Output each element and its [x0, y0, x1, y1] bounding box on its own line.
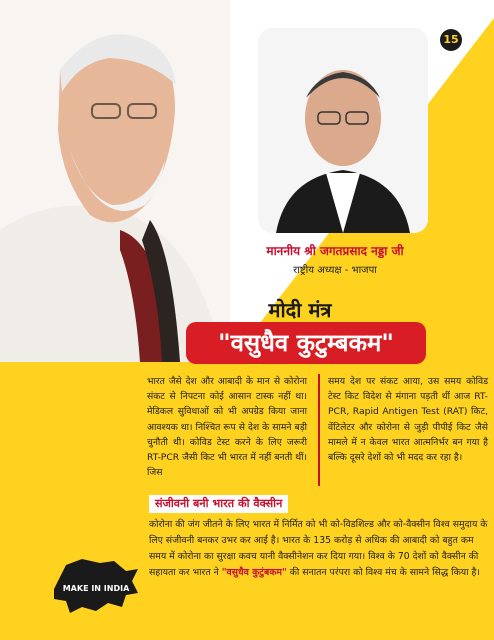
mantra-phrase: "वसुधैव कुटुम्बकम": [186, 322, 426, 364]
make-in-india-lion-logo: [52, 555, 140, 623]
nadda-photo-card: [258, 28, 428, 233]
vaccine-highlight: "वसुधैव कुटुंबकम": [221, 567, 287, 578]
vaccine-section: [145, 495, 490, 640]
mantra-title: मोदी मंत्र: [268, 298, 332, 322]
caption-name: माननीय श्री जगतप्रसाद नड्डा जी: [266, 244, 404, 258]
vaccine-text: [149, 517, 489, 581]
page-number: 15: [440, 29, 462, 51]
vaccine-heading: संजीवनी बनी भारत की वैक्सीन: [149, 495, 288, 513]
left-column-text: भारत जैसे देश और आबादी के मान से कोरोना संकट से निपटना कोई आसान टास्क नहीं था। मेडिकल सुविधाओं को भी अपग्रेड किया जाना आवश्यक था। निश्चित रूप से देश के सामने बड़ी चुनौती थी। कोविड टेस्ट करने के लिए जरूरी RT-PCR जैसी किट भी भारत में नहीं बनती थीं। जिस: [147, 376, 307, 479]
vaccine-text-part1: कोरोना की जंग जीतने के लिए भारत में निर्मित को भी को-विडशिल्ड और को-वैक्सीन विश्व समुदाय के लिए संजीवनी बनकर उभर कर आई है। भारत के 135 करोड़ से अधिक की आबादी को बहुत कम समय में कोरोना का सुरक्षा कवच यानी वैक्सीनेशन कर दिया गया। विश्व के 70 देशों को वैक्सीन की सहायता कर भारत ने: [149, 519, 488, 578]
vaccine-text-part2: की सनातन परंपरा को विश्व मंच के सामने सिद्ध किया है।: [286, 567, 480, 578]
caption-role: राष्ट्रीय अध्यक्ष - भाजपा: [293, 265, 377, 276]
right-column-text: समय देश पर संकट आया, उस समय कोविड टेस्ट किट विदेश से मंगाना पड़ती थीं आज RT-PCR, Rapid Antigen Test (RAT) किट, वेंटिलेटर और कोरोना से जुड़ी पीपीई किट जैसे मामले में न केवल भारत आत्मनिर्भर बन गया है बल्कि दूसरे देशों को भी मदद कर रहा है।: [328, 376, 488, 464]
column-divider: [318, 374, 320, 486]
make-in-india-label: MAKE IN INDIA: [62, 584, 130, 593]
